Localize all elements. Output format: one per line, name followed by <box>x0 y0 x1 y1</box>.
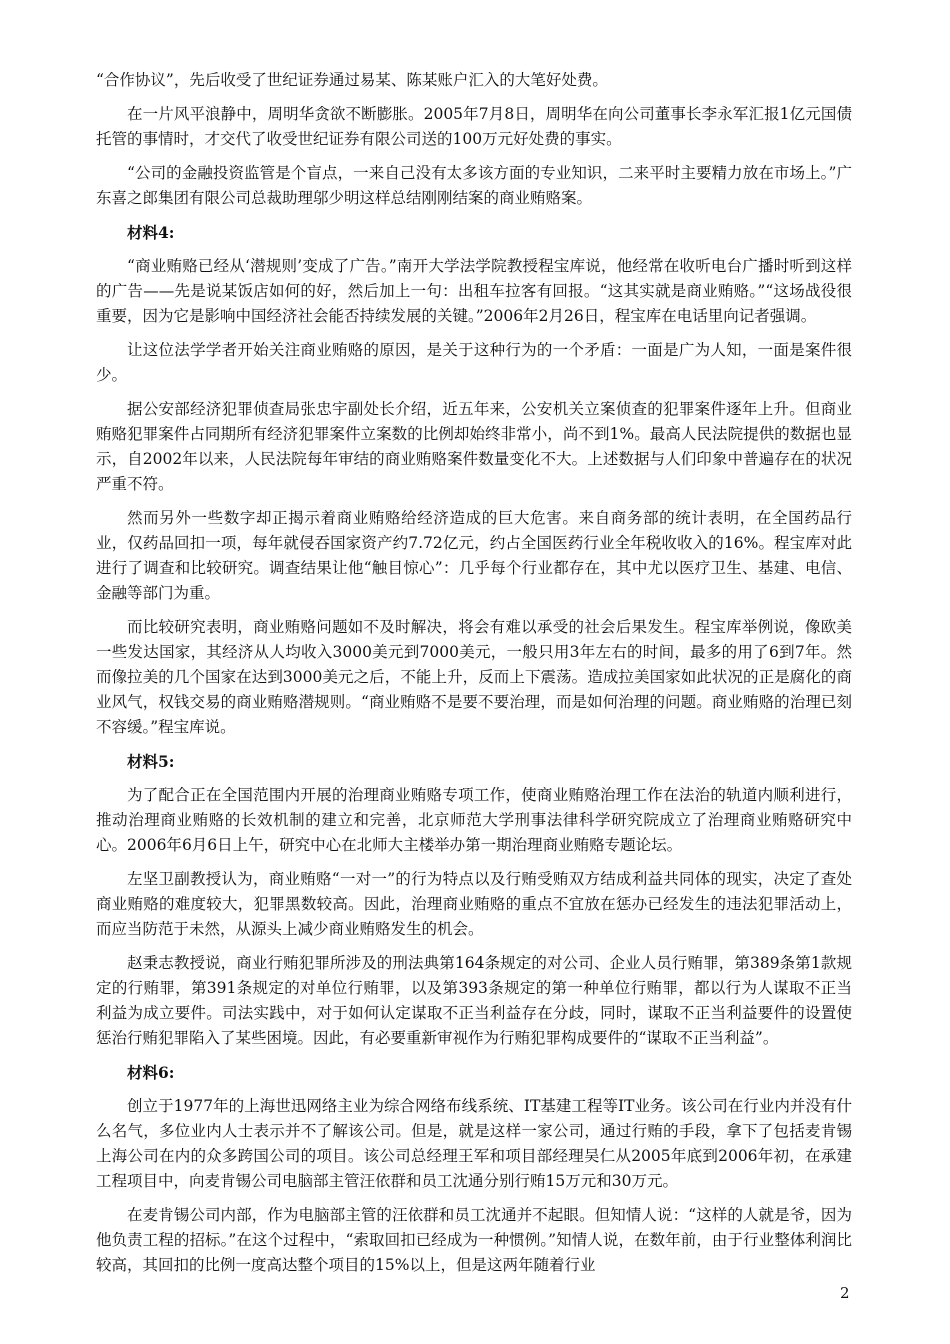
paragraph: “商业贿赂已经从‘潜规则’变成了广告。”南开大学法学院教授程宝库说，他经常在收听电台广播时听到这样的广告——先是说某饭店如何的好，然后加上一句：出租车拉客有回报。“这其实就是商业贿赂。”“这场战役很重要，因为它是影响中国经济社会能否持续发展的关键。”2006年2月26日，程宝库在电话里向记者强调。 <box>96 257 852 325</box>
paragraph: “公司的金融投资监管是个盲点，一来自己没有太多该方面的专业知识，二来平时主要精力放在市场上。”广东喜之郎集团有限公司总裁助理邬少明这样总结刚刚结案的商业贿赂案。 <box>96 164 852 207</box>
paragraph: “合作协议”，先后收受了世纪证券通过易某、陈某账户汇入的大笔好处费。 <box>96 71 608 89</box>
section-heading-material-6: 材料6: <box>127 1063 175 1082</box>
paragraph: 在麦肯锡公司内部，作为电脑部主管的汪依群和员工沈通并不起眼。但知情人说：“这样的人就是爷，因为他负责工程的招标。”在这个过程中，“索取回扣已经成为一种惯例。”知情人说，在数年前，由于行业整体利润比较高，其回扣的比例一度高达整个项目的15%以上，但是这两年随着行业 <box>96 1206 852 1274</box>
page-number: 2 <box>840 1284 850 1302</box>
paragraph: 据公安部经济犯罪侦查局张忠宇副处长介绍，近五年来，公安机关立案侦查的犯罪案件逐年上升。但商业贿赂犯罪案件占同期所有经济犯罪案件立案数的比例却始终非常小，尚不到1%。最高人民法院提供的数据也显示，自2002年以来，人民法院每年审结的商业贿赂案件数量变化不大。上述数据与人们印象中普遍存在的状况严重不符。 <box>96 400 852 493</box>
paragraph: 为了配合正在全国范围内开展的治理商业贿赂专项工作，使商业贿赂治理工作在法治的轨道内顺利进行，推动治理商业贿赂的长效机制的建立和完善，北京师范大学刑事法律科学研究院成立了治理商业贿赂研究中心。2006年6月6日上午，研究中心在北师大主楼举办第一期治理商业贿赂专题论坛。 <box>96 786 852 854</box>
paragraph: 赵秉志教授说，商业行贿犯罪所涉及的刑法典第164条规定的对公司、企业人员行贿罪，第389条第1款规定的行贿罪，第391条规定的对单位行贿罪，以及第393条规定的第一种单位行贿罪，都以行为人谋取不正当利益为成立要件。司法实践中，对于如何认定谋取不正当利益存在分歧，同时，谋取不正当利益要件的设置使惩治行贿犯罪陷入了某些困境。因此，有必要重新审视作为行贿犯罪构成要件的“谋取不正当利益”。 <box>96 954 852 1047</box>
paragraph: 然而另外一些数字却正揭示着商业贿赂给经济造成的巨大危害。来自商务部的统计表明，在全国药品行业，仅药品回扣一项，每年就侵吞国家资产约7.72亿元，约占全国医药行业全年税收收入的16%。程宝库对此进行了调查和比较研究。调查结果让他“触目惊心”：几乎每个行业都存在，其中尤以医疗卫生、基建、电信、金融等部门为重。 <box>96 509 852 602</box>
paragraph: 让这位法学学者开始关注商业贿赂的原因，是关于这种行为的一个矛盾：一面是广为人知，一面是案件很少。 <box>96 341 852 384</box>
paragraph: 在一片风平浪静中，周明华贪欲不断膨胀。2005年7月8日，周明华在向公司董事长李永军汇报1亿元国债托管的事情时，才交代了收受世纪证券有限公司送的100万元好处费的事实。 <box>96 105 852 148</box>
paragraph: 左坚卫副教授认为，商业贿赂“一对一”的行为特点以及行贿受贿双方结成利益共同体的现实，决定了查处商业贿赂的难度较大，犯罪黑数较高。因此，治理商业贿赂的重点不宜放在惩办已经发生的违法犯罪活动上，而应当防范于未然，从源头上减少商业贿赂发生的机会。 <box>96 870 852 938</box>
paragraph: 而比较研究表明，商业贿赂问题如不及时解决，将会有难以承受的社会后果发生。程宝库举例说，像欧美一些发达国家，其经济从人均收入3000美元到7000美元，一般只用3年左右的时间，最多的用了6到7年。然而像拉美的几个国家在达到3000美元之后，不能上升，反而上下震荡。造成拉美国家如此状况的正是腐化的商业风气，权钱交易的商业贿赂潜规则。“商业贿赂不是要不要治理，而是如何治理的问题。商业贿赂的治理已刻不容缓。”程宝库说。 <box>96 618 852 736</box>
paragraph: 创立于1977年的上海世迅网络主业为综合网络布线系统、IT基建工程等IT业务。该公司在行业内并没有什么名气，多位业内人士表示并不了解该公司。但是，就是这样一家公司，通过行贿的手段，拿下了包括麦肯锡上海公司在内的众多跨国公司的项目。该公司总经理王军和项目部经理吴仁从2005年底到2006年初，在承建工程项目中，向麦肯锡公司电脑部主管汪依群和员工沈通分别行贿15万元和30万元。 <box>96 1097 852 1190</box>
section-heading-material-5: 材料5: <box>127 752 175 771</box>
document-body <box>96 68 852 1287</box>
section-heading-material-4: 材料4: <box>127 223 175 242</box>
